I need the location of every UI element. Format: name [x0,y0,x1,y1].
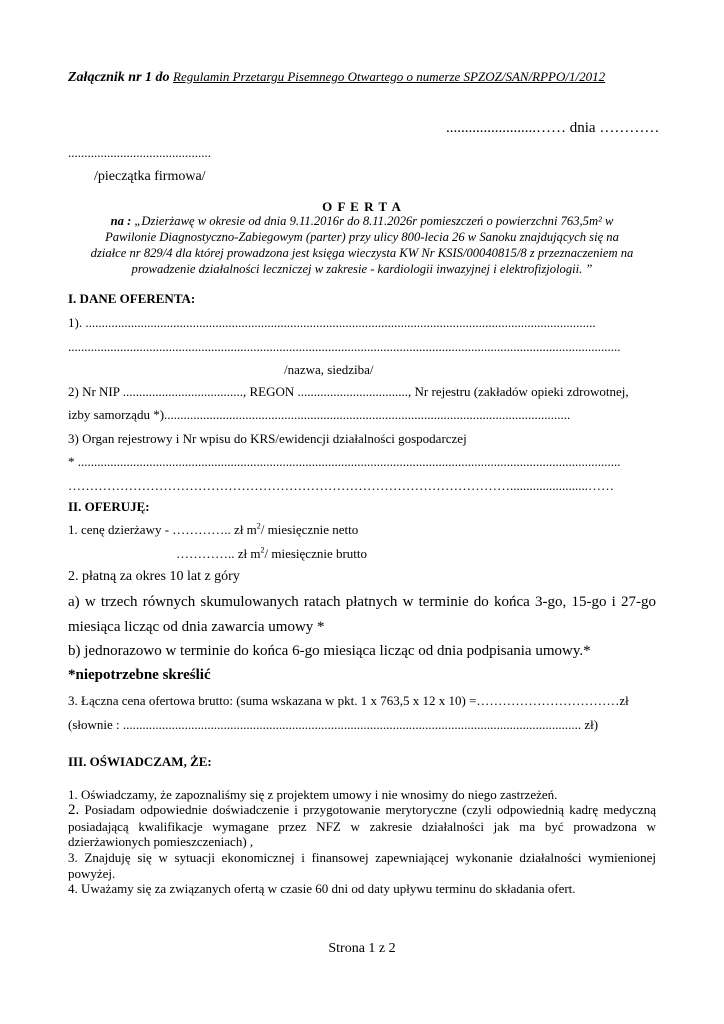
offer-description [40,213,684,277]
declaration-1: 1. Oświadczamy, że zapoznaliśmy się z projektem umowy i nie wnosimy do niego zastrzeżeń. [68,787,558,802]
price-brutto-line: ………….. zł $m^2/$ miesięcznie brutto [176,545,368,561]
option-b-line: b) jednorazowo w terminie do końca 6-go miesiąca licząc od dnia podpisania umowy.* [68,643,591,659]
declaration-2: 2. Posiadam odpowiednie doświadczenie i przygotowanie merytoryczne (czyli odpowiednią kadrę medyczną posiadającą kwalifikacje wymagane przez NFZ w zakresie działalności jak ma być prowadzona w dzierżawionych pomieszczeniach) , [68,802,656,849]
price-netto-line: 1. cenę dzierżawy - ………….. zł $m^2/$ miesięcznie netto [68,521,359,537]
declaration-4: 4. Uważamy się za związanych ofertą w czasie 60 dni od daty upływu terminu do składania ofert. [68,881,576,896]
offer-description-line-2: Pawilonie Diagnostyczno-Zabiegowym (parter) przy ulicy 800-lecia 26 w Sanoku znajdujących się na [105,230,619,244]
nip-regon-line: 2) Nr NIP ....................................., REGON .................................., Nr rejestru (zakładów opieki zdrowotnej, [68,384,629,399]
price-in-words-line: (słownie : ............................................................................................................................................. zł) [68,717,599,732]
section-3-heading: III. OŚWIADCZAM, ŻE: [68,754,212,769]
nip-regon-line-2: izby samorządu *)............................................................................................................................. [68,407,571,422]
attachment-prefix: Załącznik nr 1 do [68,70,170,85]
regulation-reference: Regulamin Przetargu Pisemnego Otwartego o numerze SPZOZ/SAN/RPPO/1/2012 [173,69,606,84]
stamp-label: /pieczątka firmowa/ [94,169,206,184]
offer-description-line-3: działce nr 829/4 dla której prowadzona jest księga wieczysta KW Nr KSIS/00040815/8 z przeznaczeniem na [90,246,634,260]
oferent-row-2: .......................................................................................................................................................................... [68,339,621,354]
date-line: ........................…… dnia ………… [446,120,660,136]
offer-description-line-4: prowadzenie działalności leczniczej w zakresie - kardiologii inwazyjnej i elektrofizjologii. ” [131,262,593,276]
attachment-header [68,69,605,86]
strike-note: *niepotrzebne skreślić [68,667,211,683]
offer-title: O F E R T A [322,199,402,214]
na-label: na : [110,214,135,228]
total-price-line: 3. Łączna cena ofertowa brutto: (suma wskazana w pkt. 1 x 763,5 x 12 x 10) =……………………………zł [68,693,629,708]
page-number: Strona 1 z 2 [328,941,396,956]
registry-row-1: * ....................................................................................................................................................................... [68,454,621,469]
payment-period-line: 2. płatną za okres 10 lat z góry [68,569,240,584]
section-1-heading: I. DANE OFERENTA: [68,291,196,306]
option-a-line-1: a) w trzech równych skumulowanych ratach płatnych w terminie do końca 3-go, 15-go i 27-go [68,594,656,610]
option-a-line-2: miesiąca licząc od dnia zawarcia umowy * [68,619,325,635]
declaration-3: 3. Znajduję się w sytuacji ekonomicznej i finansowej zapewniającej wykonanie działalności wymienionej powyżej. [68,850,656,881]
stamp-dots: ............................................ [68,145,211,160]
oferent-row-1: 1). ............................................................................................................................................................. [68,315,596,330]
section-2-heading: II. OFERUJĘ: [68,499,150,514]
name-seat-label: /nazwa, siedziba/ [284,362,374,377]
registry-row-2: …………………………………………………………………………………………........................…… [68,478,614,493]
offer-description-line-1: na : „Dzierżawę w okresie od dnia 9.11.2016r do 8.11.2026r pomieszczeń o powierzchni 763,5m² w [110,214,614,228]
registry-organ-line: 3) Organ rejestrowy i Nr wpisu do KRS/ewidencji działalności gospodarczej [68,431,467,446]
